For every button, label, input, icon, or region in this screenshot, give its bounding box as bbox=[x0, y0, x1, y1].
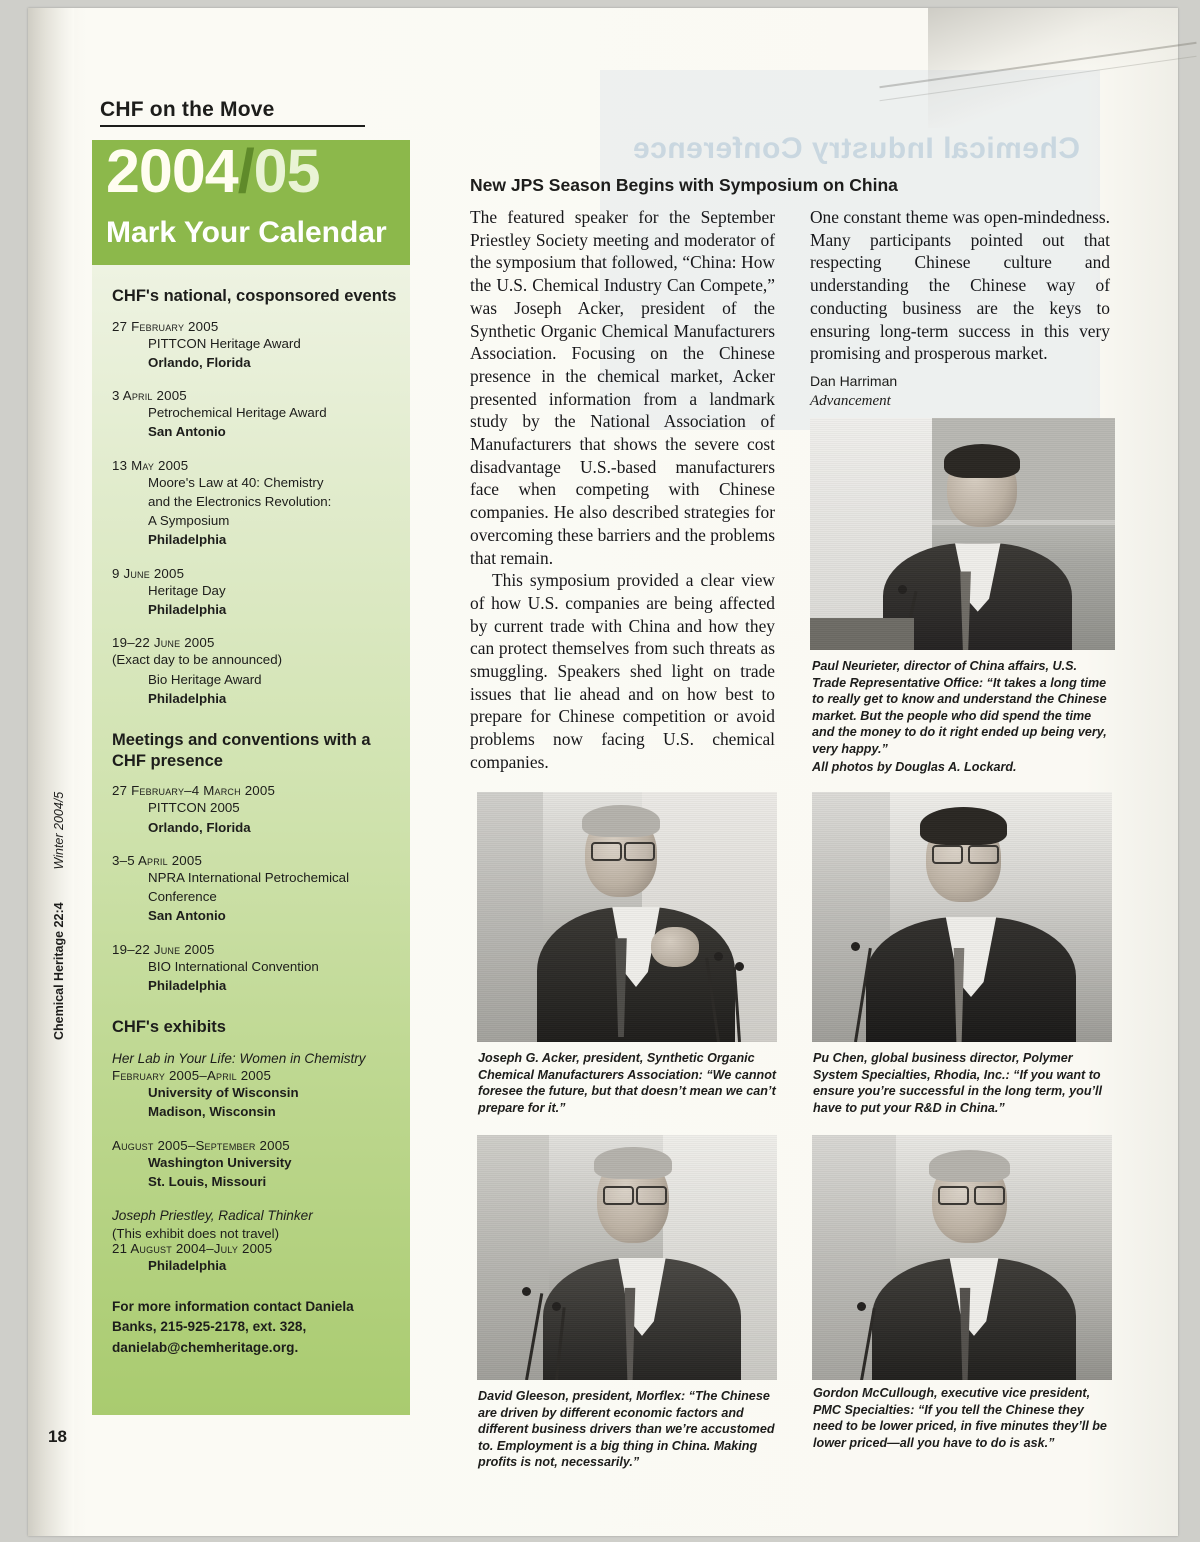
calendar-year bbox=[106, 136, 320, 206]
calendar-entry-line: Moore's Law at 40: Chemistry bbox=[148, 474, 324, 490]
calendar-entry-line: PITTCON 2005 bbox=[148, 800, 240, 816]
calendar-entry bbox=[112, 388, 398, 442]
photo-caption-joseph-acker: Joseph G. Acker, president, Synthetic Organic Chemical Manufacturers Association: “We cannot foresee the future, but that doesn’t mean we can’t prepare for it.” bbox=[478, 1051, 777, 1115]
calendar-section-title: CHF's national, cosponsored events bbox=[112, 287, 397, 305]
calendar-entry-date: 3 April 2005 bbox=[112, 388, 187, 404]
exhibit-date: 21 August 2004–July 2005 bbox=[112, 1240, 273, 1256]
photo-pu-chen bbox=[812, 792, 1112, 1042]
calendar-year-slash: / bbox=[237, 137, 254, 205]
exhibit-note: (This exhibit does not travel) bbox=[112, 1225, 280, 1241]
calendar-entry-line: Bio Heritage Award bbox=[148, 671, 262, 687]
calendar-entry-date: 19–22 June 2005 bbox=[112, 635, 215, 651]
calendar-section-title: Meetings and conventions with a CHF presence bbox=[112, 731, 371, 770]
calendar-exhibit bbox=[112, 1050, 398, 1191]
exhibit-venue-city: Madison, Wisconsin bbox=[148, 1104, 276, 1120]
byline-name: Dan Harriman bbox=[810, 373, 898, 389]
calendar-entry bbox=[112, 566, 398, 620]
calendar-entry-venue: Philadelphia bbox=[148, 690, 227, 706]
exhibit-venue: Washington University bbox=[148, 1154, 292, 1170]
photo-caption-pu-chen: Pu Chen, global business director, Polymer System Specialties, Rhodia, Inc.: “If you want to ensure you’re successful in the long term, you’ll have to put your R&D in China.” bbox=[813, 1051, 1103, 1115]
calendar-entry-line: Heritage Day bbox=[148, 582, 226, 598]
calendar-exhibit bbox=[112, 1207, 398, 1275]
article-headline: New JPS Season Begins with Symposium on China bbox=[470, 175, 898, 195]
calendar-entry-date: 27 February 2005 bbox=[112, 318, 219, 334]
bleed-through-text: Chemical Industry Conference bbox=[632, 132, 1080, 165]
calendar-entry bbox=[112, 942, 398, 996]
calendar-entry bbox=[112, 458, 398, 550]
photo-caption-david-gleeson: David Gleeson, president, Morflex: “The Chinese are driven by different economic factors and different business drivers than we’re accustomed to. Employment is a big thing in China. Making profits is not, necessarily.” bbox=[478, 1389, 775, 1470]
photo-paul-neurieter bbox=[810, 418, 1115, 650]
calendar-content bbox=[112, 286, 398, 1358]
byline-department: Advancement bbox=[810, 392, 891, 409]
article-column-two bbox=[810, 206, 1110, 365]
exhibit-venue: University of Wisconsin bbox=[148, 1085, 299, 1101]
calendar-entry-line: A Symposium bbox=[148, 513, 230, 529]
photo-david-gleeson bbox=[477, 1135, 777, 1380]
calendar-contact: For more information contact Daniela Banks, 215-925-2178, ext. 328, danielab@chemheritage.org. bbox=[112, 1298, 354, 1355]
article-paragraph: This symposium provided a clear view of how U.S. companies are being affected by current trade with China and how they can protect themselves from such threats as smuggling. Speakers shed light on trade issues that lie ahead and on how best to prepare for Chinese competition or avoid problems now facing U.S. chemical companies. bbox=[470, 570, 775, 772]
exhibit-venue: Philadelphia bbox=[148, 1257, 227, 1273]
rail-issue: Chemical Heritage 22:4 bbox=[52, 902, 66, 1040]
calendar-entry-date: 9 June 2005 bbox=[112, 565, 185, 581]
article-byline bbox=[810, 372, 897, 411]
exhibit-date-second: August 2005–September 2005 bbox=[112, 1137, 290, 1153]
calendar-banner bbox=[92, 137, 410, 265]
calendar-entry-venue: Philadelphia bbox=[148, 602, 227, 618]
calendar-entry-venue: Orlando, Florida bbox=[148, 354, 251, 370]
exhibit-date: February 2005–April 2005 bbox=[112, 1068, 272, 1084]
section-kicker: CHF on the Move bbox=[100, 98, 275, 121]
calendar-entry bbox=[112, 853, 398, 926]
photo-joseph-acker bbox=[477, 792, 777, 1042]
calendar-entry-venue: San Antonio bbox=[148, 908, 226, 924]
article-paragraph: One constant theme was open-mindedness. Many participants pointed out that respecting Chinese culture and understanding the Chinese way of conducting business are the keys to ensuring long-term success in this very promising and prosperous market. bbox=[810, 207, 1110, 364]
calendar-entry-date: 3–5 April 2005 bbox=[112, 852, 203, 868]
article-column-one bbox=[470, 206, 775, 774]
exhibit-venue-city: St. Louis, Missouri bbox=[148, 1173, 267, 1189]
photo-caption-gordon-mccullough: Gordon McCullough, executive vice president, PMC Specialties: “If you tell the Chinese they need to be lower priced, in five minutes they’ll be lower priced—all you have to do is ask.” bbox=[813, 1386, 1107, 1450]
calendar-entry-line: PITTCON Heritage Award bbox=[148, 335, 301, 351]
kicker-rule bbox=[100, 125, 365, 127]
article-paragraph: The featured speaker for the September Priestley Society meeting and moderator of the symposium that followed, “China: How the U.S. Chemical Industry Can Compete,” was Joseph Acker, president of the Synthetic Organic Chemical Manufacturers Association. Focusing on the Chinese presence in the chemical market, Acker presented information from a landmark study by the National Association of Manufacturers that shows the severe cost disadvantage U.S.-based manufacturers face when competing with Chinese companies. He also described strategies for overcoming these barriers and the problems that remain. bbox=[470, 207, 775, 568]
calendar-entry-line: and the Electronics Revolution: bbox=[148, 493, 332, 509]
exhibit-name: Her Lab in Your Life: Women in Chemistry bbox=[112, 1050, 366, 1066]
calendar-entry-line: NPRA International Petrochemical bbox=[148, 869, 350, 885]
photo-credit: All photos by Douglas A. Lockard. bbox=[812, 760, 1017, 774]
spine-rail bbox=[52, 740, 66, 1040]
exhibit-name: Joseph Priestley, Radical Thinker bbox=[112, 1208, 313, 1224]
photo-caption-paul-neurieter: Paul Neurieter, director of China affairs, U.S. Trade Representative Office: “It takes a long time to really get to know and understand the Chinese market. But the people who did spend the time and the money to do it right ended up being very, very happy.” bbox=[812, 659, 1107, 757]
rail-season: Winter 2004/5 bbox=[52, 791, 66, 870]
calendar-entry-venue: Philadelphia bbox=[148, 977, 227, 993]
calendar-entry bbox=[112, 319, 398, 373]
page-curl bbox=[928, 8, 1178, 128]
calendar-entry-venue: Philadelphia bbox=[148, 532, 227, 548]
calendar-entry-venue: Orlando, Florida bbox=[148, 819, 251, 835]
calendar-entry-note: (Exact day to be announced) bbox=[112, 652, 283, 668]
calendar-banner-title: Mark Your Calendar bbox=[106, 216, 387, 249]
calendar-year-second: 05 bbox=[253, 137, 320, 205]
calendar-year-first: 2004 bbox=[106, 137, 238, 205]
calendar-entry-date: 19–22 June 2005 bbox=[112, 941, 215, 957]
calendar-entry-line: Petrochemical Heritage Award bbox=[148, 405, 327, 421]
calendar-entry bbox=[112, 635, 398, 708]
page-number: 18 bbox=[48, 1427, 67, 1446]
photo-gordon-mccullough bbox=[812, 1135, 1112, 1380]
calendar-entry bbox=[112, 783, 398, 837]
calendar-entry-venue: San Antonio bbox=[148, 424, 226, 440]
calendar-entry-line: BIO International Convention bbox=[148, 958, 319, 974]
calendar-entry-date: 27 February–4 March 2005 bbox=[112, 783, 276, 799]
calendar-entry-line: Conference bbox=[148, 889, 217, 905]
calendar-section-title: CHF's exhibits bbox=[112, 1018, 226, 1037]
calendar-entry-date: 13 May 2005 bbox=[112, 457, 189, 473]
